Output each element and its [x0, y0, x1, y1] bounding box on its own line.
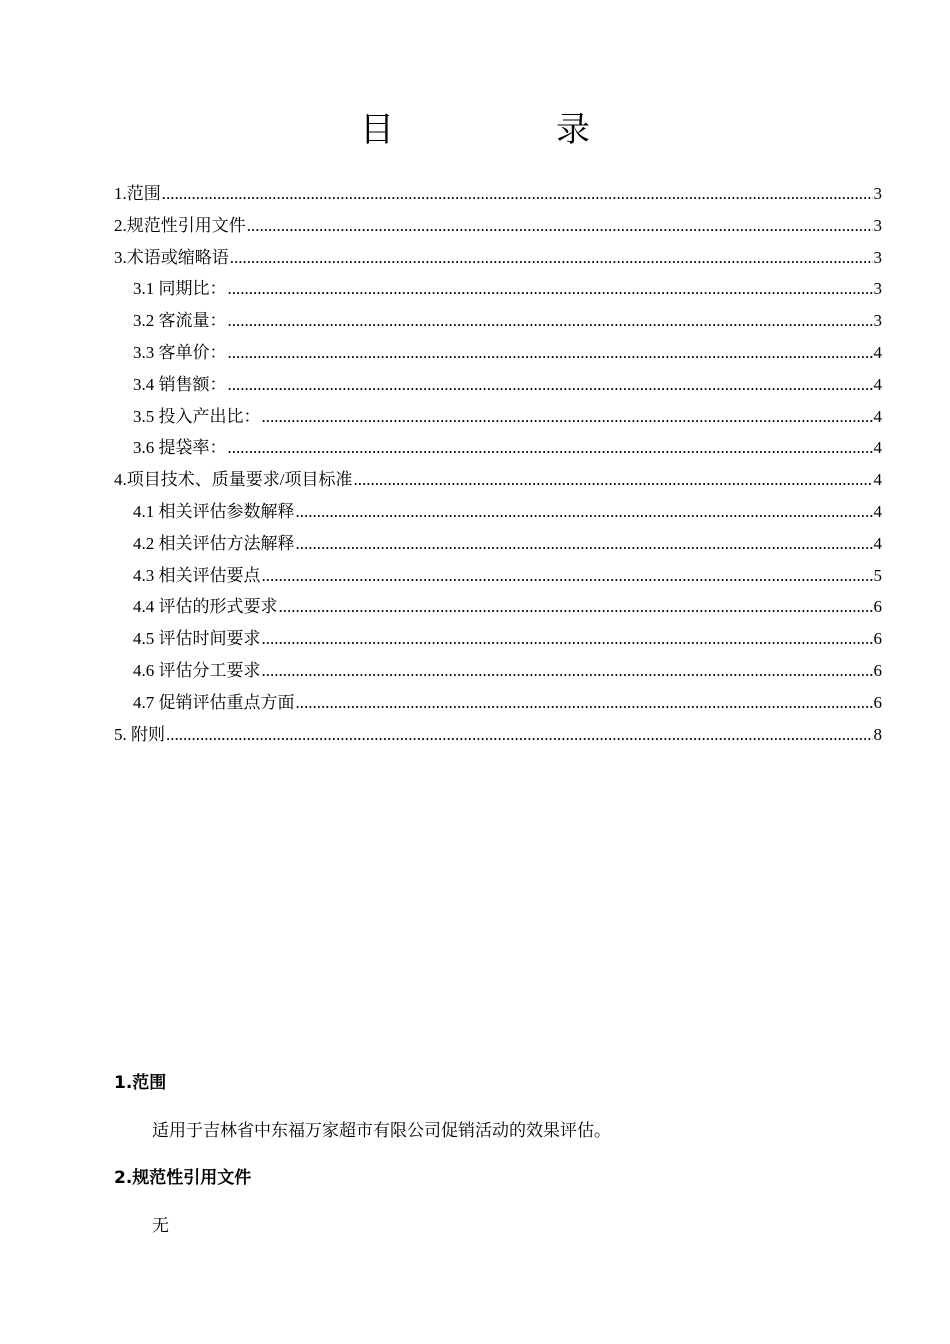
toc-entry-page-number: 6 — [873, 660, 882, 680]
toc-entry-page-number: 3 — [873, 311, 882, 331]
section-heading-references: 2.规范性引用文件 — [114, 1168, 252, 1188]
section-body-scope: 适用于吉林省中东福万家超市有限公司促销活动的效果评估。 — [152, 1121, 611, 1140]
toc-entry-label: 5. 附则 — [114, 724, 165, 744]
toc-dot-leader — [279, 591, 873, 623]
toc-dot-leader — [228, 337, 873, 369]
toc-entry-page-number: 4 — [873, 470, 882, 490]
toc-entry-label: 4.4 评估的形式要求 — [133, 597, 278, 617]
toc-entry-page-number: 4 — [873, 438, 882, 458]
toc-entry[interactable] — [114, 560, 882, 592]
toc-entry[interactable] — [114, 528, 882, 560]
toc-title: 目 录 — [360, 110, 654, 150]
toc-dot-leader — [262, 623, 873, 655]
toc-entry-label: 4.3 相关评估要点 — [133, 565, 261, 585]
toc-entry[interactable] — [114, 655, 882, 687]
toc-entry-page-number: 3 — [873, 215, 882, 235]
toc-dot-leader — [230, 242, 873, 274]
toc-entry[interactable] — [114, 305, 882, 337]
toc-entry-page-number: 4 — [873, 342, 882, 362]
toc-entry-page-number: 4 — [873, 374, 882, 394]
toc-dot-leader — [353, 464, 872, 496]
toc-dot-leader — [166, 719, 873, 751]
toc-entry-label: 3.5 投入产出比： — [133, 406, 261, 426]
toc-dot-leader — [228, 369, 873, 401]
toc-entry[interactable] — [114, 401, 882, 433]
toc-entry-label: 2.规范性引用文件 — [114, 215, 246, 235]
toc-entry-label: 4.6 评估分工要求 — [133, 660, 261, 680]
toc-entry-label: 3.术语或缩略语 — [114, 247, 229, 267]
toc-entry-page-number: 4 — [873, 406, 882, 426]
toc-entry[interactable] — [114, 273, 882, 305]
toc-entry[interactable] — [114, 432, 882, 464]
toc-entry-page-number: 4 — [873, 501, 882, 521]
toc-entry-page-number: 5 — [873, 565, 882, 585]
toc-entry[interactable] — [114, 337, 882, 369]
toc-entry[interactable] — [114, 591, 882, 623]
toc-entry[interactable] — [114, 496, 882, 528]
toc-entry[interactable] — [114, 687, 882, 719]
toc-entry-page-number: 3 — [873, 184, 882, 203]
toc-entry-label: 4.7 促销评估重点方面 — [133, 692, 295, 712]
toc-dot-leader — [296, 496, 873, 528]
toc-entry-label: 4.2 相关评估方法解释 — [133, 533, 295, 553]
toc-entry-label: 3.3 客单价： — [133, 342, 227, 362]
section-body-references: 无 — [152, 1216, 169, 1235]
toc-entry-page-number: 3 — [873, 279, 882, 299]
toc-entry-label: 3.1 同期比： — [133, 279, 227, 299]
toc-entry-label: 3.2 客流量： — [133, 311, 227, 331]
toc-entry-label: 3.6 提袋率： — [133, 438, 227, 458]
toc-entry-page-number: 6 — [873, 629, 882, 649]
toc-dot-leader — [262, 655, 873, 687]
toc-dot-leader — [296, 528, 873, 560]
toc-entry[interactable] — [114, 719, 882, 751]
toc-entry[interactable] — [114, 464, 882, 496]
toc-entry-label: 4.1 相关评估参数解释 — [133, 501, 295, 521]
toc-entry[interactable] — [114, 242, 882, 274]
toc-entry-page-number: 8 — [873, 724, 882, 744]
section-heading-scope: 1.范围 — [114, 1073, 167, 1093]
toc-dot-leader — [228, 432, 873, 464]
toc-dot-leader — [228, 273, 873, 305]
toc-entry[interactable] — [114, 178, 882, 210]
toc-dot-leader — [296, 687, 873, 719]
toc-entry-label: 1.范围 — [114, 184, 161, 203]
toc-dot-leader — [262, 401, 873, 433]
toc-entry-label: 4.项目技术、质量要求/项目标准 — [114, 470, 353, 490]
toc-entry-page-number: 6 — [873, 692, 882, 712]
toc-dot-leader — [247, 210, 873, 242]
toc-entry-label: 3.4 销售额： — [133, 374, 227, 394]
toc-dot-leader — [262, 560, 873, 592]
toc-entry-page-number: 3 — [873, 247, 882, 267]
toc-dot-leader — [162, 178, 873, 210]
table-of-contents — [114, 178, 882, 750]
toc-dot-leader — [228, 305, 873, 337]
toc-entry[interactable] — [114, 369, 882, 401]
toc-entry[interactable] — [114, 210, 882, 242]
toc-entry-label: 4.5 评估时间要求 — [133, 629, 261, 649]
toc-entry-page-number: 4 — [873, 533, 882, 553]
toc-entry-page-number: 6 — [873, 597, 882, 617]
toc-entry[interactable] — [114, 623, 882, 655]
